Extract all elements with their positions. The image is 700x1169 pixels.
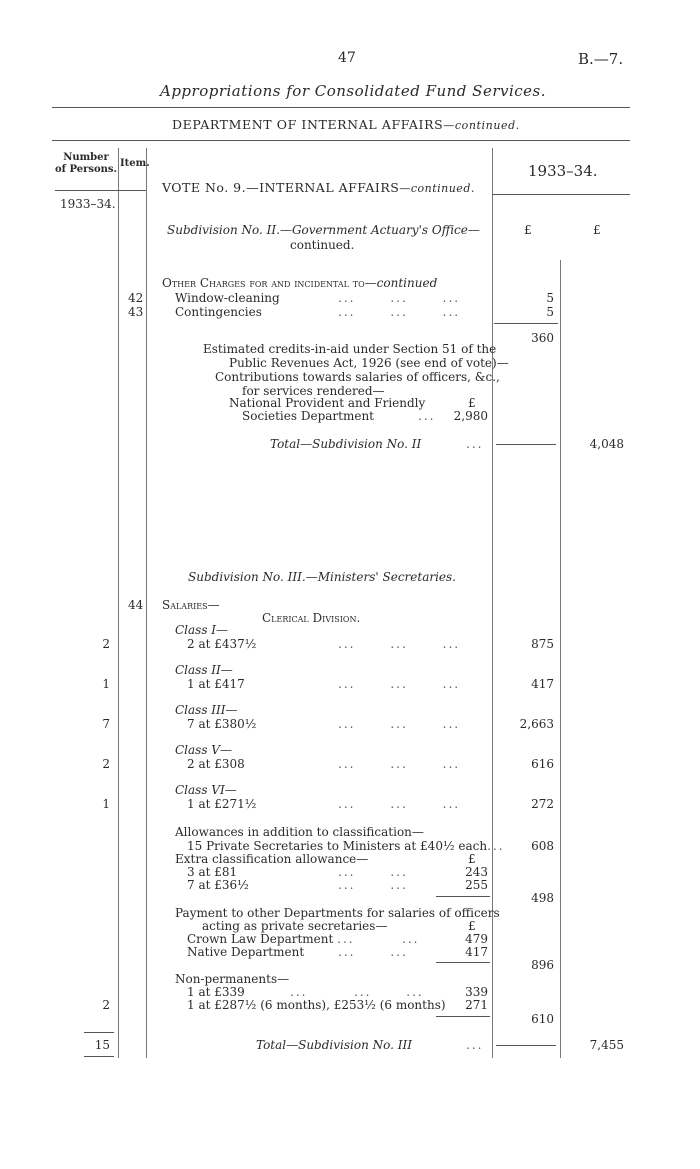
credits-line: National Provident and Friendly xyxy=(229,396,426,410)
credits-line: Estimated credits-in-aid under Section 51 of the xyxy=(203,342,497,356)
credits-line: Contributions towards salaries of officers, &c., xyxy=(215,370,500,384)
extra-rule xyxy=(436,896,490,897)
leader-dots: ... ... ... xyxy=(338,757,461,771)
document-reference: B.—7. xyxy=(578,50,624,68)
sub3-heading: Subdivision No. III.—Ministers' Secretaries. xyxy=(188,570,456,584)
class-persons: 2 xyxy=(102,637,110,651)
class-label: Class II— xyxy=(175,663,233,677)
extra-value: 243 xyxy=(465,865,488,879)
nonperm-total: 610 xyxy=(531,1012,554,1026)
leader-dots: ... ... ... xyxy=(338,797,461,811)
payment-label xyxy=(187,932,355,946)
persons-year: 1933–34. xyxy=(60,197,116,211)
leader-dots: ... xyxy=(337,932,355,946)
nonperm-title: Non-permanents— xyxy=(175,972,290,986)
sub2-subtotal: 360 xyxy=(531,331,554,345)
col-line-amount xyxy=(560,260,561,1058)
other-charges-heading xyxy=(162,276,437,290)
vote-title-cont: —continued. xyxy=(399,182,475,195)
allowances-amount: 608 xyxy=(531,839,554,853)
class-detail: 2 at £308 xyxy=(187,757,245,771)
credits-line: Societies Department xyxy=(242,409,374,423)
table-top-rule xyxy=(52,140,630,141)
extra-label: 3 at £81 xyxy=(187,865,238,879)
sub2-item-amount: 5 xyxy=(546,305,554,319)
department-main: DEPARTMENT OF INTERNAL AFFAIRS xyxy=(172,117,444,132)
sub2-heading-cont: continued. xyxy=(290,238,355,252)
page-number: 47 xyxy=(338,50,356,66)
sub2-heading: Subdivision No. II.—Government Actuary's Office— xyxy=(167,223,480,237)
vote-title xyxy=(162,180,475,195)
class-label: Class III— xyxy=(175,703,238,717)
sub3-total-label: Total—Subdivision No. III xyxy=(256,1038,413,1052)
nonperm-rule xyxy=(436,1016,490,1017)
header-rule xyxy=(52,107,630,108)
clerical-heading: Clerical Division. xyxy=(262,611,361,625)
leader-dots: ... ... ... xyxy=(338,291,461,305)
class-label: Class I— xyxy=(175,623,229,637)
class-persons: 1 xyxy=(102,677,110,691)
page-title: Appropriations for Consolidated Fund Services. xyxy=(160,82,547,100)
sub2-item-number: 42 xyxy=(128,291,144,305)
extra-value: 255 xyxy=(465,878,488,892)
col-line-desc xyxy=(492,148,493,1058)
class-detail: 1 at £417 xyxy=(187,677,245,691)
allowances-line xyxy=(187,839,505,853)
sub2-total: 4,048 xyxy=(589,437,624,451)
col-header-persons-l1: Number xyxy=(63,152,109,163)
payment-rule xyxy=(436,962,490,963)
leader-dots: ... xyxy=(418,409,436,423)
sub2-item-label: Contingencies xyxy=(175,305,262,319)
currency-pounds-1: £ xyxy=(524,223,532,237)
salaries-heading: Salaries— xyxy=(162,598,220,612)
sub2-item-amount: 5 xyxy=(546,291,554,305)
sub2-total-rule xyxy=(496,444,556,445)
class-label: Class VI— xyxy=(175,783,237,797)
payment-title: Payment to other Departments for salaries of officers xyxy=(175,906,500,920)
sub2-subtotal-rule xyxy=(494,323,558,324)
sub2-total-label: Total—Subdivision No. II xyxy=(270,437,422,451)
leader-dots: ... ... xyxy=(338,865,408,879)
class-amount: 417 xyxy=(531,677,554,691)
other-charges-label: Other Charges for and incidental to xyxy=(162,276,365,290)
allowances-text: 15 Private Secretaries to Ministers at £40½ each xyxy=(187,839,488,853)
leader-dots: ... ... ... xyxy=(338,717,461,731)
nonperm-label: 1 at £287½ (6 months), £253½ (6 months) xyxy=(187,998,446,1012)
leader-dots: ... xyxy=(466,1038,484,1052)
extra-currency: £ xyxy=(468,852,476,866)
class-persons: 1 xyxy=(102,797,110,811)
payment-label: Native Department xyxy=(187,945,305,959)
persons-bottom-rule xyxy=(84,1056,114,1057)
class-amount: 875 xyxy=(531,637,554,651)
sub3-total: 7,455 xyxy=(589,1038,624,1052)
class-amount: 2,663 xyxy=(519,717,554,731)
leader-dots: ... ... xyxy=(338,878,408,892)
leader-dots: ... ... ... xyxy=(338,677,461,691)
class-amount: 616 xyxy=(531,757,554,771)
class-detail: 1 at £271½ xyxy=(187,797,257,811)
nonperm-value: 271 xyxy=(465,998,488,1012)
leader-dots: ... ... ... xyxy=(290,985,424,999)
class-amount: 272 xyxy=(531,797,554,811)
credits-currency: £ xyxy=(468,396,476,410)
other-charges-cont: —continued xyxy=(364,276,438,290)
col-header-persons-l2: of Persons. xyxy=(55,164,118,175)
payment-currency: £ xyxy=(468,919,476,933)
extra-title: Extra classification allowance— xyxy=(175,852,369,866)
class-persons: 7 xyxy=(102,717,110,731)
allowances-title: Allowances in addition to classification— xyxy=(175,825,424,839)
extra-total: 498 xyxy=(531,891,554,905)
sub2-item-number: 43 xyxy=(128,305,144,319)
persons-total-rule xyxy=(84,1032,114,1033)
leader-dots: ... xyxy=(466,437,484,451)
class-label: Class V— xyxy=(175,743,232,757)
payment-value: 417 xyxy=(465,945,488,959)
department-heading xyxy=(172,117,520,132)
vote-title-main: VOTE No. 9.—INTERNAL AFFAIRS xyxy=(162,180,400,195)
col-line-persons xyxy=(118,148,119,1058)
department-cont: —continued. xyxy=(443,119,520,132)
col-header-item: Item. xyxy=(120,158,150,169)
credits-line: for services rendered— xyxy=(242,384,385,398)
col-line-item xyxy=(146,148,147,1058)
header-bottom-rule-amounts xyxy=(492,194,630,195)
currency-pounds-2: £ xyxy=(593,223,601,237)
nonperm-label: 1 at £339 xyxy=(187,985,245,999)
credits-line: Public Revenues Act, 1926 (see end of vote)— xyxy=(229,356,509,370)
class-detail: 2 at £437½ xyxy=(187,637,257,651)
payment-label-text: Crown Law Department xyxy=(187,932,334,946)
leader-dots: ... ... ... xyxy=(338,637,461,651)
leader-dots: ... ... xyxy=(338,945,408,959)
payment-total: 896 xyxy=(531,958,554,972)
payment-value: 479 xyxy=(465,932,488,946)
class-persons: 2 xyxy=(102,757,110,771)
leader-dots: ... xyxy=(487,839,505,853)
sub2-item-label: Window-cleaning xyxy=(175,291,280,305)
sub3-total-persons: 15 xyxy=(94,1038,110,1052)
header-bottom-rule-persons xyxy=(55,190,146,191)
col-header-persons xyxy=(55,152,117,176)
nonperm-persons: 2 xyxy=(102,998,110,1012)
leader-dots: ... ... ... xyxy=(338,305,461,319)
extra-label: 7 at £36½ xyxy=(187,878,249,892)
payment-title-2: acting as private secretaries— xyxy=(202,919,388,933)
credits-amount: 2,980 xyxy=(453,409,488,423)
col-header-year: 1933–34. xyxy=(528,162,598,180)
nonperm-value: 339 xyxy=(465,985,488,999)
leader-dots: ... xyxy=(402,932,420,946)
sub3-total-rule xyxy=(496,1045,556,1046)
sub3-item-number: 44 xyxy=(128,598,144,612)
class-detail: 7 at £380½ xyxy=(187,717,257,731)
